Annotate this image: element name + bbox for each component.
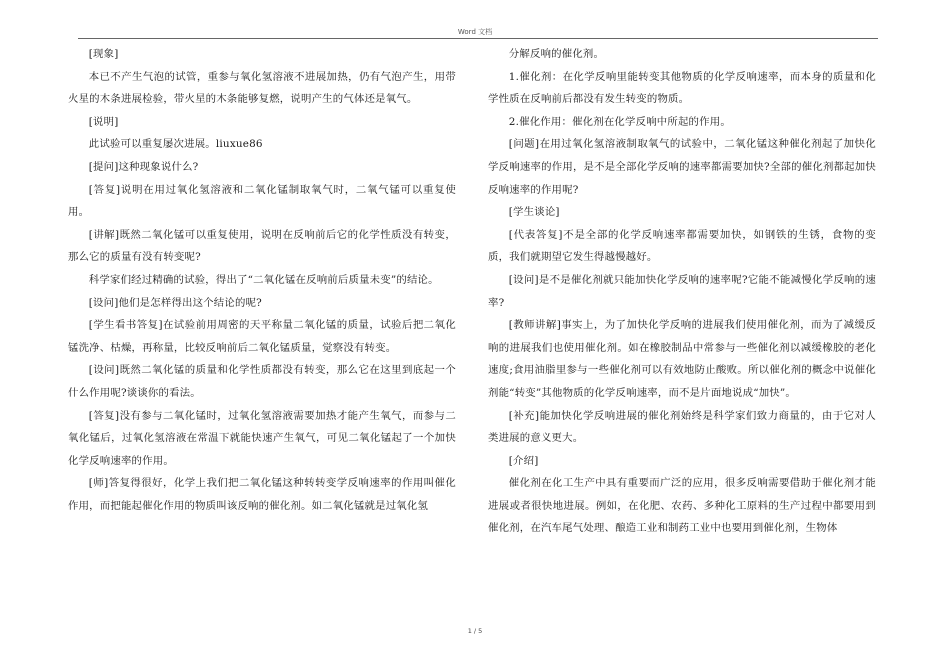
page-number: 1 / 5	[467, 627, 483, 635]
document-header-label: Word 文档	[457, 28, 493, 36]
paragraph-representative-answer: [代表答复]不是全部的化学反响速率都需要加快，如钢铁的生锈，食物的变质，我们就期望它发生得越慢越好。	[488, 228, 876, 264]
paragraph-conclusion: 科学家们经过精确的试验，得出了“二氧化锰在反响前后质量未变”的结论。	[88, 273, 439, 286]
paragraph-followup-question: [设问]他们是怎样得出这个结论的呢?	[88, 296, 262, 309]
paragraph-catalysis-definition: 2.催化作用：催化剂在化学反响中所起的作用。	[508, 115, 731, 128]
paragraph-teacher-remark: [师]答复得很好，化学上我们把二氧化锰这种转转变学反响速率的作用叫催化作用，而把能起催化作用的物质叫该反响的催化剂。如二氧化锰就是过氧化氢	[68, 477, 456, 512]
paragraph-phenomenon: 本已不产生气泡的试管，重参与氧化氢溶液不进展加热，仍有气泡产生，用带火星的木条进展检验，带火星的木条能够复燃，说明产生的气体还是氧气。	[68, 70, 456, 106]
paragraph-teacher-explanation: [教师讲解]事实上，为了加快化学反响的进展我们使用催化剂，而为了减缓反响的进展我们也使用催化剂。如在橡胶制品中常参与一些催化剂以减缓橡胶的老化速度;食用油脂里参与一些催化剂可以有效地防止酸败。所以催化剂的概念中说催化剂能“转变”其他物质的化学反响速率，而不是片面地说成“加快”。	[488, 319, 876, 399]
paragraph-role-question: [设问]既然二氧化锰的质量和化学性质都没有转变，那么它在这里到底起一个什么作用呢?谈谈你的看法。	[68, 364, 456, 399]
paragraph-slowdown-question: [设问]是不是催化剂就只能加快化学反响的速率呢?它能不能减慢化学反响的速率?	[488, 273, 876, 309]
paragraph-explanation: 此试验可以重复屡次进展。liuxue86	[88, 138, 263, 151]
paragraph-lecture: [讲解]既然二氧化锰可以重复使用，说明在反响前后它的化学性质没有转变，那么它的质量有没有转变呢?	[68, 228, 456, 264]
header-divider	[78, 38, 878, 39]
paragraph-introduction-heading: [介绍]	[508, 454, 539, 467]
left-text-column	[68, 43, 456, 517]
paragraph-student-answer: [学生看书答复]在试验前用周密的天平称量二氧化锰的质量，试验后把二氧化锰洗净、枯燥，再称量，比较反响前后二氧化锰质量，觉察没有转变。	[68, 319, 456, 354]
paragraph-supplement: [补充]能加快化学反响进展的催化剂始终是科学家们致力商量的，由于它对人类进展的意义更大。	[488, 409, 876, 445]
paragraph-introduction: 催化剂在化工生产中具有重要而广泛的应用，很多反响需要借助于催化剂才能进展或者很快地进展。例如，在化肥、农药、多种化工原料的生产过程中都要用到催化剂，在汽车尾气处理、酿造工业和制药工业中也要用到催化剂，生物体	[488, 477, 876, 535]
right-text-column	[488, 43, 876, 540]
paragraph-student-discussion: [学生谈论]	[508, 206, 560, 219]
paragraph-catalyst-definition: 1.催化剂：在化学反响里能转变其他物质的化学反响速率，而本身的质量和化学性质在反响前后都没有发生转变的物质。	[488, 70, 876, 106]
paragraph-problem: [问题]在用过氧化氢溶液制取氧气的试验中，二氧化锰这种催化剂起了加快化学反响速率的作用，是不是全部化学反响的速率都需要加快?全部的催化剂都起加快反响速率的作用呢?	[488, 138, 876, 196]
paragraph-question: [提问]这种现象说什么?	[88, 160, 199, 173]
paragraph-continuation: 分解反响的催化剂。	[508, 48, 605, 60]
paragraph-explanation-heading: [说明]	[88, 115, 119, 128]
paragraph-answer: [答复]说明在用过氧化氢溶液和二氧化锰制取氧气时，二氧气锰可以重复使用。	[68, 183, 456, 219]
paragraph-phenomenon-heading: [现象]	[88, 48, 119, 60]
paragraph-role-answer: [答复]没有参与二氧化锰时，过氧化氢溶液需要加热才能产生氧气，而参与二氧化锰后，过氧化氢溶液在常温下就能快速产生氧气，可见二氧化锰起了一个加快化学反响速率的作用。	[68, 409, 456, 467]
